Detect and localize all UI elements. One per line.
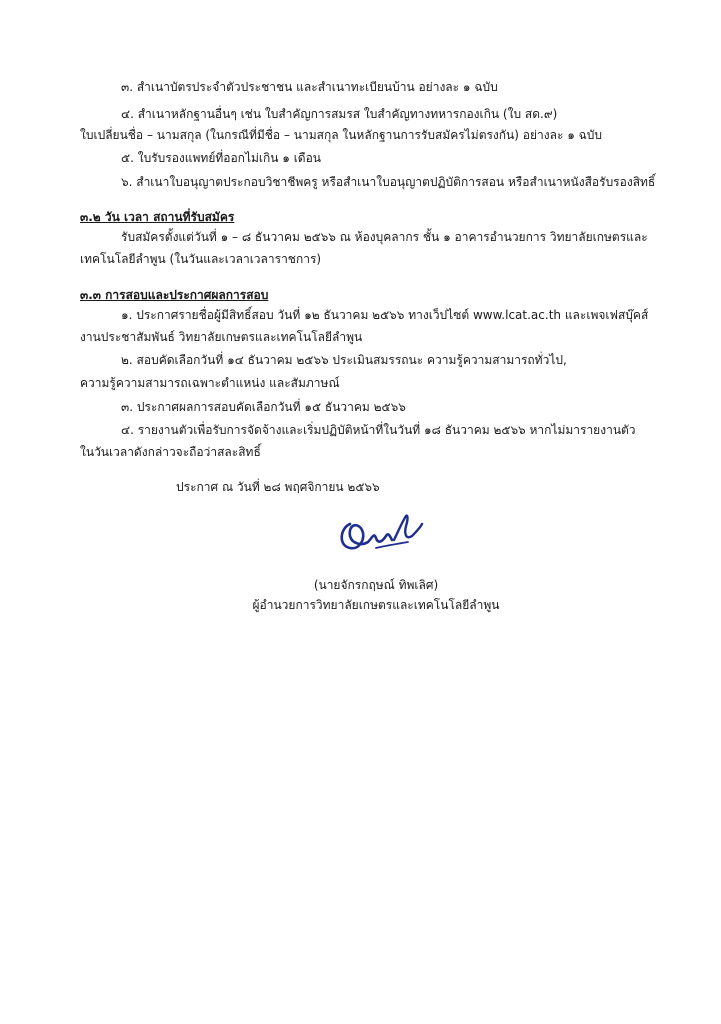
document-item-3: ๓. สำเนาบัตรประจำตัวประชาชน และสำเนาทะเบียนบ้าน อย่างละ ๑ ฉบับ [121,80,498,94]
section-3-3-line: ๔. รายงานตัวเพื่อรับการจัดจ้างและเริ่มปฏิบัติหน้าที่ในวันที่ ๑๘ ธันวาคม ๒๕๖๖ หากไม่มารายงานตัว [121,423,636,437]
section-3-3-heading: ๓.๓ การสอบและประกาศผลการสอบ [80,288,269,302]
signatory-name: (นายจักรกฤษณ์ ทิพเลิศ) [313,578,439,592]
signature-image [336,502,428,562]
announcement-date: ประกาศ ณ วันที่ ๒๘ พฤศจิกายน ๒๕๖๖ [176,480,380,494]
section-3-3-line: งานประชาสัมพันธ์ วิทยาลัยเกษตรและเทคโนโลยีลำพูน [80,330,363,344]
document-item-4: ๔. สำเนาหลักฐานอื่นๆ เช่น ใบสำคัญการสมรส ใบสำคัญทางทหารกองเกิน (ใบ สด.๙) [121,107,558,121]
section-3-2-heading: ๓.๒ วัน เวลา สถานที่รับสมัคร [80,210,235,224]
document-item-6: ๖. สำเนาใบอนุญาตประกอบวิชาชีพครู หรือสำเนาใบอนุญาตปฏิบัติการสอน หรือสำเนาหนังสือรับรองสิทธิ์ [121,175,656,189]
document-item-4-continued: ใบเปลี่ยนชื่อ – นามสกุล (ในกรณีที่มีชื่อ – นามสกุล ในหลักฐานการรับสมัครไม่ตรงกัน) อย่างละ ๑ ฉบับ [80,128,603,142]
section-3-3-line: ๑. ประกาศรายชื่อผู้มีสิทธิ์สอบ วันที่ ๑๒ ธันวาคม ๒๕๖๖ ทางเว็ปไซต์ www.lcat.ac.th และเพจเฟสบุ๊คส์ [121,308,649,322]
document-item-5: ๕. ใบรับรองแพทย์ที่ออกไม่เกิน ๑ เดือน [121,151,322,165]
signatory-position: ผู้อำนวยการวิทยาลัยเกษตรและเทคโนโลยีลำพูน [252,598,500,612]
section-3-3-line: ๓. ประกาศผลการสอบคัดเลือกวันที่ ๑๕ ธันวาคม ๒๕๖๖ [121,400,406,414]
section-3-2-line: รับสมัครตั้งแต่วันที่ ๑ – ๘ ธันวาคม ๒๕๖๖ ณ ห้องบุคลากร ชั้น ๑ อาคารอำนวยการ วิทยาลัยเกษตรและ [121,230,648,244]
section-3-2-line: เทคโนโลยีลำพูน (ในวันและเวลาเวลาราชการ) [80,252,322,266]
section-3-3-line: ในวันเวลาดังกล่าวจะถือว่าสละสิทธิ์ [80,445,261,459]
section-3-3-line: ๒. สอบคัดเลือกวันที่ ๑๔ ธันวาคม ๒๕๖๖ ประเมินสมรรถนะ ความรู้ความสามารถทั่วไป, [121,353,567,367]
section-3-3-line: ความรู้ความสามารถเฉพาะตำแหน่ง และสัมภาษณ์ [80,376,340,390]
